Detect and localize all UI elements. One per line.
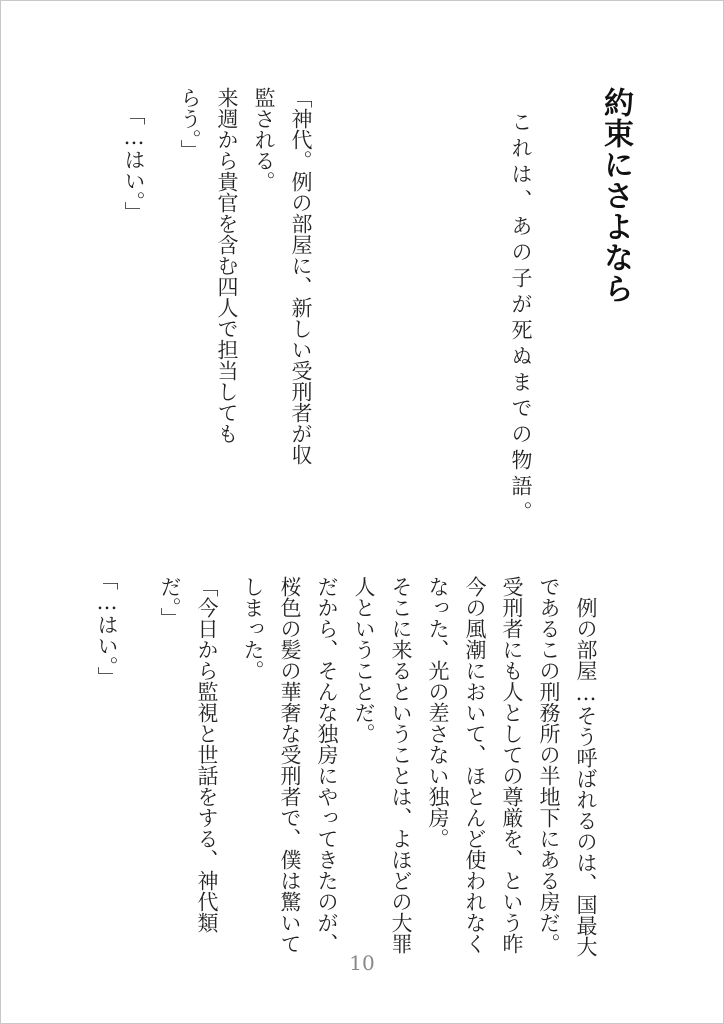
dialogue-reply-2: 「…はい。」 [95,569,119,688]
dialogue-superior: 「神代。例の部屋に、新しい受刑者が収 監される。 来週から貴官を含む四人で担当しても らう。」 [178,87,313,465]
dialogue-introduction: 「今日から監視と世話をする、神代類 だ。」 [158,576,219,933]
dialogue-reply-1: 「…はい。」 [122,104,146,223]
chapter-title: 約束にさよなら [598,87,633,304]
narration-paragraph: 例の部屋…そう呼ばれるのは、国最大 であるこの刑務所の半地下にある房だ。 受刑者にも人としての尊厳を、という昨 今の風潮において、ほとんど使われなく なった、光の差さない独房。 そこに来るということは、よほどの大罪 人ということだ。 だから、そんな独房にやってきたのが、 桜色の髪の華奢な受刑者で、僕は驚いて しまった。 [241,576,598,957]
page-number: 10 [349,951,375,975]
tagline: これは、あの子が死ぬまでの物語。 [509,111,533,527]
